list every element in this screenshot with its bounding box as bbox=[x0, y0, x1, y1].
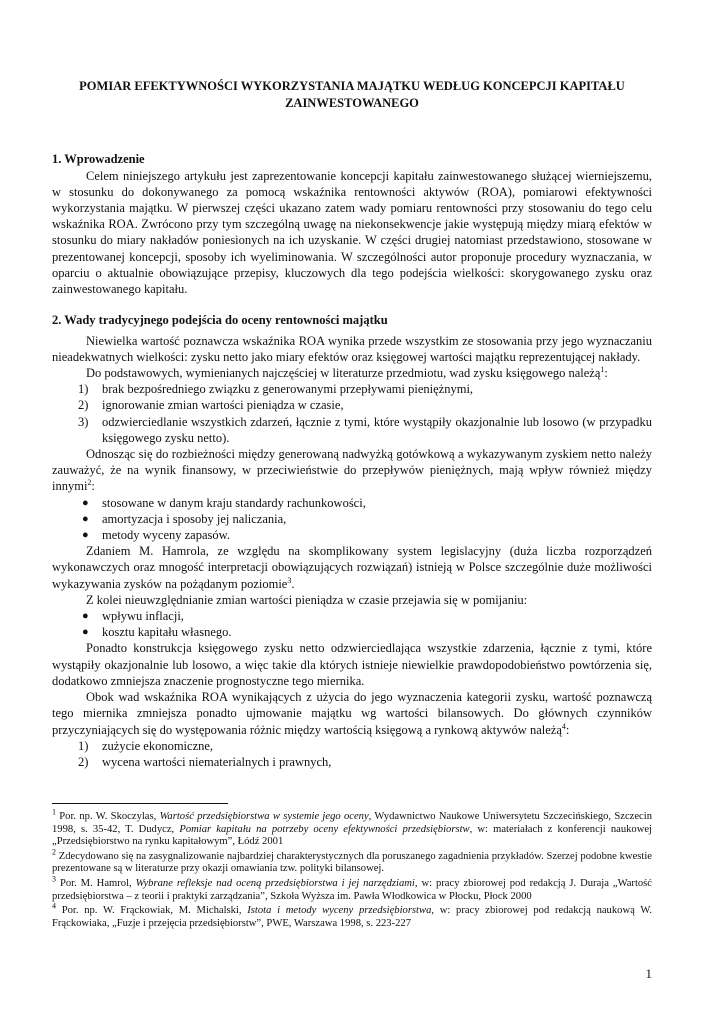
bullet-icon: ● bbox=[82, 529, 89, 542]
list-item bbox=[52, 754, 652, 770]
bullet-item bbox=[52, 624, 652, 640]
footnote bbox=[52, 901, 653, 930]
bullet-icon: ● bbox=[82, 512, 89, 525]
list-item bbox=[52, 414, 652, 446]
paragraph-punct: : bbox=[565, 722, 570, 737]
paragraph bbox=[52, 689, 652, 738]
paragraph-text: Odnosząc się do rozbieżności między generowaną nadwyżką gotówkową a wykazywanym zyskiem netto należy zauważyć, że na wynik finansowy, w przeciwieństwie do przepływów pieniężnych, mają wpływ również między innymi bbox=[52, 447, 652, 494]
paragraph: Niewielka wartość poznawcza wskaźnika ROA wynika przede wszystkim ze stosowania przy jego wyznaczaniu nieadekwatnych wielkości: zysku netto jako miary efektów oraz księgowej wartości majątku reprezentującej nakłady. bbox=[52, 333, 652, 364]
footnote bbox=[52, 847, 652, 876]
footnote-text: Zdecydowano się na zasygnalizowanie najbardziej charakterystycznych dla poruszanego zagadnienia przykładów. Szerzej podobne kwestie prezentowane są w literaturze przy okazji omawiania tzw. polityki bilansowej. bbox=[52, 850, 652, 875]
list-item-text: zużycie ekonomiczne, bbox=[102, 738, 214, 753]
bullet-item bbox=[52, 511, 652, 527]
paragraph bbox=[52, 365, 652, 381]
footnote-title: Pomiar kapitału na potrzeby oceny efektywności przedsiębiorstw bbox=[179, 823, 470, 835]
footnote-ref[interactable]: 4 bbox=[561, 721, 566, 731]
section-1-body: Celem niniejszego artykułu jest zaprezentowanie koncepcji kapitału zainwestowanego służącej wierniejszemu, w stosunku do dokonywanego za pomocą wskaźnika rentowności aktywów (ROA), pomiarowi efektywności wykorzystania majątku. W pierwszej części ukazano zatem wady pomiaru rentowności przy stosowaniu do tego celu wskaźnika ROA. Zwrócono przy tym szczególną uwagę na niekonsekwencje jakie występują między miarą efektów w stosunku do miary nakładów poniesionych na ich uzyskanie. W części drugiej natomiast przedstawiono, stosowane w prezentowanej koncepcji, sposoby ich wyeliminowania. W szczególności autor proponuje procedury wyznaczania, w oparciu o aktualnie obowiązujące przepisy, kluczowych dla tego podejścia wielkości: skorygowanego zysku oraz zainwestowanego kapitału. bbox=[52, 168, 652, 296]
list-item-text: ignorowanie zmian wartości pieniądza w czasie, bbox=[102, 398, 344, 413]
list-marker: 2) bbox=[78, 754, 89, 769]
list-item-text: brak bezpośredniego związku z generowanymi przepływami pieniężnymi, bbox=[102, 382, 474, 397]
paragraph-text: Zdaniem M. Hamrola, ze względu na skomplikowany system legislacyjny (duża liczba rozporządzeń wykonawczych oraz mnogość interpretacji obowiązujących rozwiązań) istnieją w Polsce szczególnie duże możliwości wykazywania zysków na pożądanym poziomie bbox=[52, 544, 652, 591]
bullet-item bbox=[52, 608, 652, 624]
bullet-item-text: metody wyceny zapasów. bbox=[102, 528, 230, 543]
footnote-text: Por. M. Hamrol, bbox=[56, 878, 136, 890]
bullet-item-text: wpływu inflacji, bbox=[102, 609, 184, 624]
footnote-separator bbox=[52, 803, 228, 804]
footnote-ref[interactable]: 2 bbox=[87, 478, 92, 488]
footnote-ref[interactable]: 3 bbox=[287, 575, 292, 585]
footnote-text: , w: pracy zbiorowej pod redakcją naukową W. Frąckowiaka, „Fuzje i przejęcia przedsiębiorstw”, PWE, Warszawa 1998, s. 223-227 bbox=[52, 905, 653, 929]
bullet-item-text: amortyzacja i sposoby jej naliczania, bbox=[102, 511, 287, 526]
paragraph-punct: : bbox=[604, 366, 608, 381]
footnote-number: 3 bbox=[52, 874, 56, 884]
list-item bbox=[52, 397, 652, 413]
footnote bbox=[52, 874, 653, 903]
bullet-item-text: stosowane w danym kraju standardy rachunkowości, bbox=[102, 495, 366, 510]
footnote-text: , Wydawnictwo Naukowe Uniwersytetu Szczecińskiego, Szczecin 1998, s. 35-42, T. Dudycz, bbox=[52, 811, 652, 835]
footnote-number: 2 bbox=[52, 847, 56, 857]
list-marker: 1) bbox=[78, 738, 89, 753]
list-marker: 2) bbox=[78, 398, 89, 413]
bullet-item bbox=[52, 495, 652, 511]
list-marker: 1) bbox=[78, 382, 89, 397]
paragraph-punct: . bbox=[291, 576, 295, 591]
bullet-icon: ● bbox=[82, 626, 89, 639]
paragraph bbox=[52, 446, 652, 495]
document-title: POMIAR EFEKTYWNOŚCI WYKORZYSTANIA MAJĄTKU WEDŁUG KONCEPCJI KAPITAŁU ZAINWESTOWANEGO bbox=[79, 79, 625, 110]
footnote-text: Por. np. W. Frąckowiak, M. Michalski, bbox=[56, 905, 248, 917]
list-item bbox=[52, 381, 652, 397]
footnote-title: Istota i metody wyceny przedsiębiorstwa bbox=[247, 905, 432, 917]
bullet-icon: ● bbox=[82, 496, 89, 509]
paragraph-text: Obok wad wskaźnika ROA wynikających z użycia do jego wyznaczenia kategorii zysku, wartość poznawczą tego miernika zmniejsza ponadto ujmowanie majątku wg wartości bilansowych. Do głównych czynników przyczyniających się do występowania różnic między wartością księgową a rynkową aktywów należą bbox=[52, 690, 652, 737]
paragraph: Ponadto konstrukcja księgowego zysku netto odzwierciedlająca wszystkie zdarzenia, łącznie z tymi, które wystąpiły okazjonalnie lub losowo, a więc takie dla których istnieje niewielkie prawdopodobieństwo powtórzenia się, dodatkowo zmniejsza znaczenie prognostyczne tego miernika. bbox=[52, 641, 652, 688]
list-item-text: odzwierciedlanie wszystkich zdarzeń, łącznie z tymi, które wystąpiły okazjonalnie lub losowo (w przypadku księgowego zysku netto). bbox=[102, 414, 652, 445]
bullet-item-text: kosztu kapitału własnego. bbox=[102, 625, 232, 640]
footnote-text: w: pracy zbiorowej pod redakcją J. Duraja „Wartość przedsiębiorstwa – z teorii i praktyki zarządzania”, Szkoła Wyższa im. Pawła Włodkowica w Płocku, Płock 2000 bbox=[52, 878, 653, 902]
section-2-heading: 2. Wady tradycyjnego podejścia do oceny rentowności majątku bbox=[52, 313, 388, 328]
footnote-ref[interactable]: 1 bbox=[600, 364, 605, 374]
footnote-number: 1 bbox=[52, 807, 56, 817]
footnote-title: Wartość przedsiębiorstwa w systemie jego oceny bbox=[159, 811, 369, 823]
section-1-heading: 1. Wprowadzenie bbox=[52, 152, 145, 166]
footnote-number: 4 bbox=[52, 901, 56, 911]
bullet-icon: ● bbox=[82, 610, 89, 623]
paragraph-punct: : bbox=[91, 479, 95, 494]
list-item bbox=[52, 738, 652, 754]
list-marker: 3) bbox=[78, 414, 89, 429]
list-item-text: wycena wartości niematerialnych i prawnych, bbox=[102, 754, 332, 769]
footnote-text: , w: materiałach z konferencji naukowej „Przedsiębiorstwo na rynku kapitałowym”, Łódź 2001 bbox=[52, 823, 653, 848]
footnote-title: Wybrane refleksje nad oceną przedsiębiorstwa i jej narzędziami, bbox=[135, 878, 418, 890]
paragraph-text: Do podstawowych, wymienianych najczęściej w literaturze przedmiotu, wad zysku księgowego należą bbox=[86, 366, 601, 381]
page-number: 1 bbox=[645, 966, 652, 981]
bullet-item bbox=[52, 527, 652, 543]
paragraph bbox=[52, 543, 652, 592]
paragraph: Z kolei nieuwzględnianie zmian wartości pieniądza w czasie przejawia się w pomijaniu: bbox=[86, 592, 528, 607]
footnote bbox=[52, 807, 653, 849]
footnote-text: Por. np. W. Skoczylas, bbox=[56, 811, 160, 823]
